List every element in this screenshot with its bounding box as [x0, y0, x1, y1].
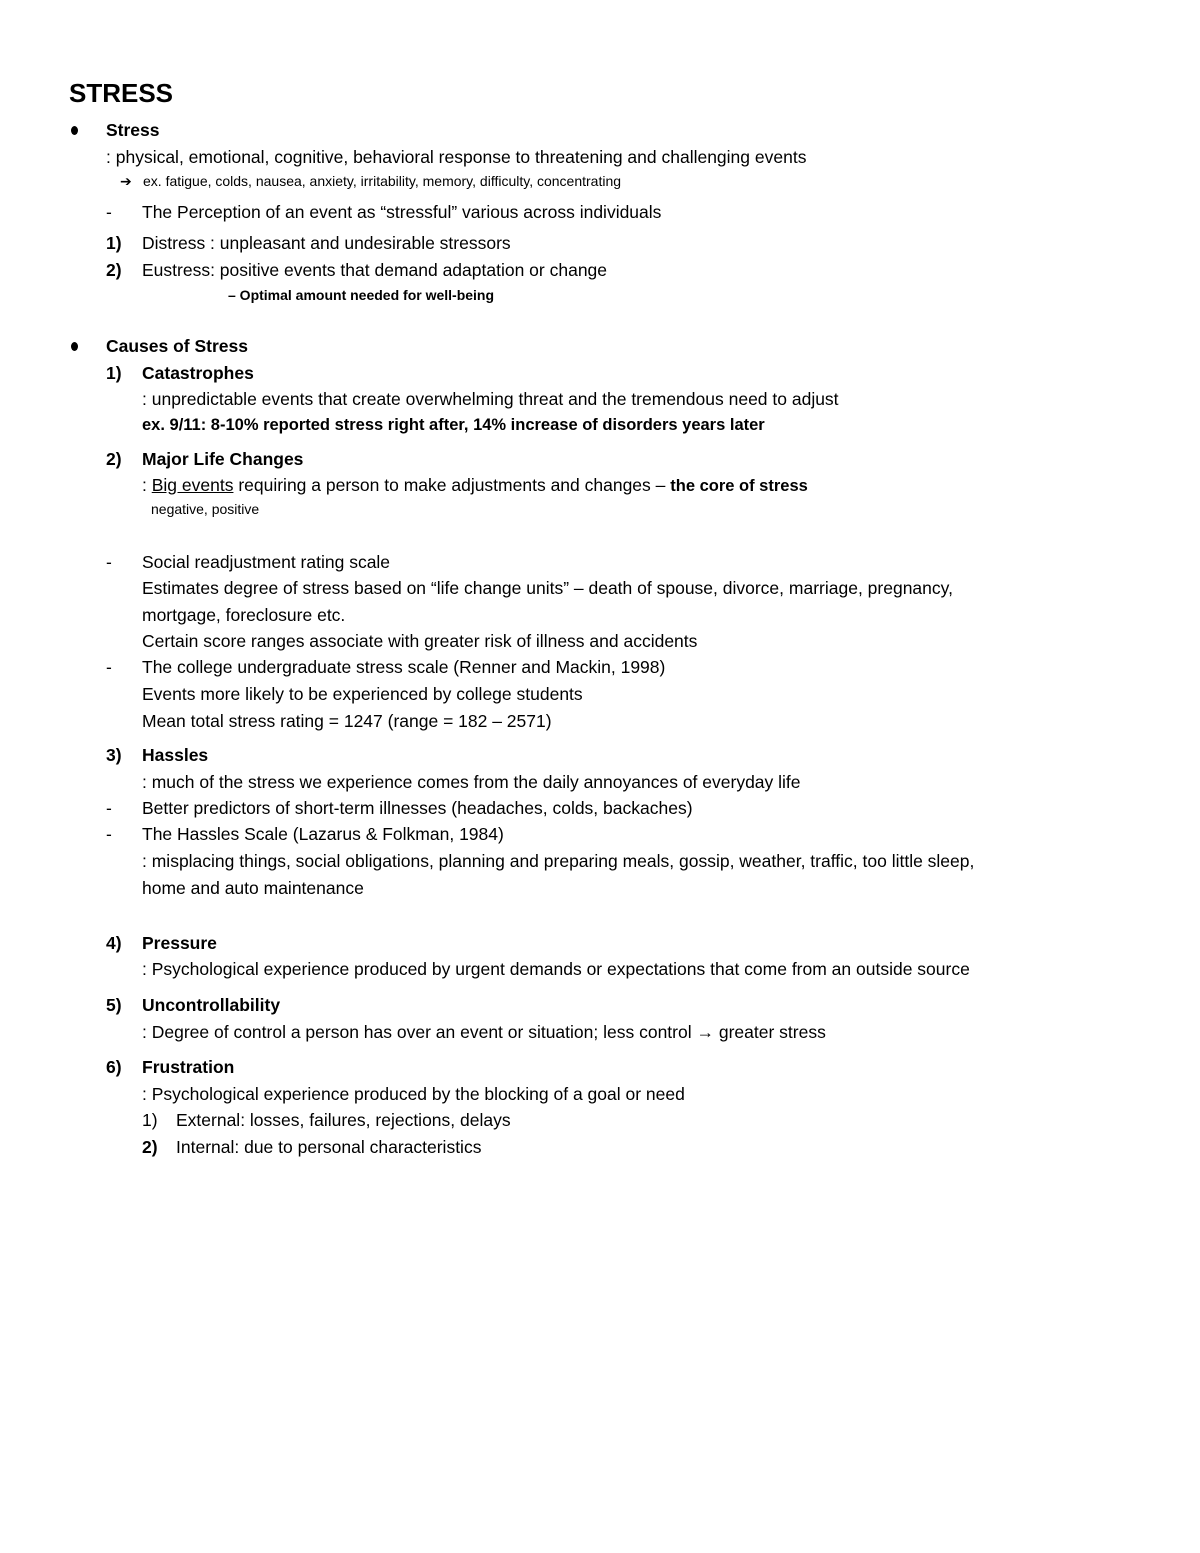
hassles-list-line-1: : misplacing things, social obligations, planning and preparing meals, gossip, weather, traffic, too little sleep, — [142, 851, 975, 871]
cause-title-frustration: Frustration — [142, 1057, 235, 1077]
definition-text: greater stress — [713, 1022, 826, 1042]
frustration-external: External: losses, failures, rejections, delays — [176, 1110, 511, 1130]
cause-title-hassles: Hassles — [142, 745, 209, 765]
list-number: 2) — [142, 1137, 158, 1157]
eustress-line: Eustress: positive events that demand adaptation or change — [142, 260, 608, 280]
cuss-line-2: Mean total stress rating = 1247 (range = 182 – 2571) — [142, 711, 552, 731]
stress-examples: ex. fatigue, colds, nausea, anxiety, irritability, memory, difficulty, concentrating — [143, 173, 622, 189]
hassles-predictors: Better predictors of short-term illnesses (headaches, colds, backaches) — [142, 798, 693, 818]
cause-title-catastrophes: Catastrophes — [142, 363, 254, 383]
cause-title-pressure: Pressure — [142, 933, 217, 953]
colon-text: : — [142, 475, 152, 495]
list-number: 4) — [106, 933, 122, 953]
catastrophes-example: ex. 9/11: 8-10% reported stress right after, 14% increase of disorders years later — [142, 416, 765, 434]
srrs-line-1: Estimates degree of stress based on “life change units” – death of spouse, divorce, marriage, pregnancy, — [142, 578, 953, 598]
cause-title-uncontrollability: Uncontrollability — [142, 995, 281, 1015]
optimal-note: – Optimal amount needed for well-being — [228, 287, 495, 303]
major-life-changes-definition — [142, 474, 808, 497]
cuss-line-1: Events more likely to be experienced by college students — [142, 684, 583, 704]
dash-marker: - — [106, 657, 112, 677]
section-heading-causes: Causes of Stress — [106, 336, 249, 356]
srrs-line-3: Certain score ranges associate with greater risk of illness and accidents — [142, 631, 698, 651]
cuss-title: The college undergraduate stress scale (Renner and Mackin, 1998) — [142, 657, 666, 677]
list-number: 5) — [106, 995, 122, 1015]
definition-text: : Degree of control a person has over an event or situation; less control — [142, 1022, 697, 1042]
hassles-scale: The Hassles Scale (Lazarus & Folkman, 1984) — [142, 824, 504, 844]
hassles-definition: : much of the stress we experience comes from the daily annoyances of everyday life — [142, 772, 801, 792]
catastrophes-definition: : unpredictable events that create overwhelming threat and the tremendous need to adjust — [142, 389, 839, 409]
srrs-line-2: mortgage, foreclosure etc. — [142, 605, 346, 625]
page-title: STRESS — [69, 78, 174, 108]
definition-rest: requiring a person to make adjustments and changes – — [233, 475, 671, 495]
bullet-icon — [71, 126, 78, 135]
arrow-icon: → — [696, 1022, 714, 1042]
list-number: 1) — [106, 233, 122, 253]
distress-line: Distress : unpleasant and undesirable stressors — [142, 233, 511, 253]
frustration-definition: : Psychological experience produced by the blocking of a goal or need — [142, 1084, 685, 1104]
hassles-list-line-2: home and auto maintenance — [142, 878, 364, 898]
dash-marker: - — [106, 552, 112, 572]
perception-line: The Perception of an event as “stressful” various across individuals — [142, 202, 662, 222]
bullet-icon — [71, 342, 78, 351]
srrs-title: Social readjustment rating scale — [142, 552, 391, 572]
frustration-internal: Internal: due to personal characteristics — [176, 1137, 482, 1157]
uncontrollability-definition — [142, 1021, 826, 1043]
section-heading-stress: Stress — [106, 120, 160, 140]
list-number: 6) — [106, 1057, 122, 1077]
arrow-icon: ➔ — [120, 173, 132, 189]
list-number: 3) — [106, 745, 122, 765]
cause-title-major-life-changes: Major Life Changes — [142, 449, 304, 469]
list-number: 2) — [106, 260, 122, 280]
list-number: 2) — [106, 449, 122, 469]
stress-definition: : physical, emotional, cognitive, behavioral response to threatening and challenging events — [106, 147, 807, 167]
dash-marker: - — [106, 202, 112, 222]
dash-marker: - — [106, 824, 112, 844]
list-number: 1) — [106, 363, 122, 383]
dash-marker: - — [106, 798, 112, 818]
core-of-stress-text: the core of stress — [670, 477, 808, 495]
pressure-definition: : Psychological experience produced by urgent demands or expectations that come from an outside source — [142, 959, 970, 979]
negative-positive-note: negative, positive — [151, 501, 260, 517]
big-events-text: Big events — [151, 475, 234, 495]
list-number: 1) — [142, 1110, 158, 1130]
